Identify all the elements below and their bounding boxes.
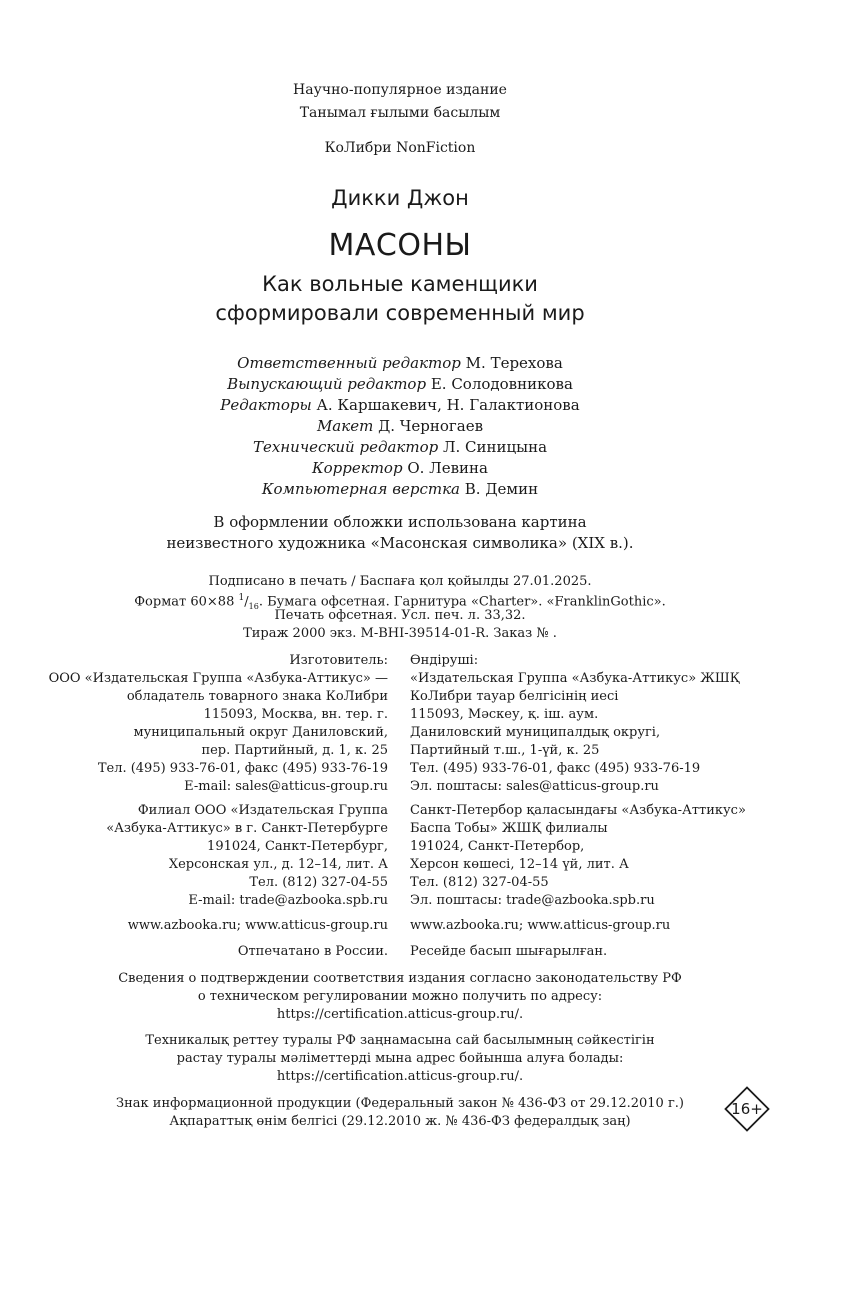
manufacturer-kz-line: 115093, Мәскеу, қ. іш. аум. xyxy=(410,707,599,722)
cover-note-line-2: неизвестного художника «Масонская символика» (XIX в.). xyxy=(166,534,634,552)
manufacturer-ru-line: E-mail: sales@atticus-group.ru xyxy=(184,779,388,794)
info-sign-kz: Ақпараттық өнім белгісі (29.12.2010 ж. № 436-ФЗ федералдық заң) xyxy=(169,1114,631,1129)
print-run: Тираж 2000 экз. M-BHI-39514-01-R. Заказ № . xyxy=(243,626,557,641)
credit-line xyxy=(0,416,800,437)
manufacturer-kz-line: «Издательская Группа «Азбука-Аттикус» ЖШҚ xyxy=(410,671,740,686)
cert-ru-line-1: Сведения о подтверждении соответствия издания согласно законодательству РФ xyxy=(118,971,682,986)
manufacturer-kz xyxy=(410,652,740,796)
credit-role: Выпускающий редактор xyxy=(227,375,427,393)
websites-ru: www.azbooka.ru; www.atticus-group.ru xyxy=(127,918,388,933)
branch-ru xyxy=(106,802,388,910)
credit-name: В. Демин xyxy=(460,480,539,498)
manufacturer-ru-line: 115093, Москва, вн. тер. г. xyxy=(203,707,388,722)
manufacturer-kz-line: Даниловский муниципалдық округі, xyxy=(410,725,661,740)
manufacturer-ru-line: обладатель товарного знака КоЛибри xyxy=(126,689,388,704)
manufacturer-kz-line: Өндіруші: xyxy=(410,653,479,668)
branch-kz-line: Херсон көшесі, 12–14 үй, лит. А xyxy=(410,857,629,872)
branch-kz-line: 191024, Санкт-Петербор, xyxy=(410,839,585,854)
book-subtitle-line-2: сформировали современный мир xyxy=(215,301,585,325)
print-method: Печать офсетная. Усл. печ. л. 33,32. xyxy=(274,608,526,623)
branch-kz-line: Эл. поштасы: trade@azbooka.spb.ru xyxy=(410,893,655,908)
branch-ru-line: E-mail: trade@azbooka.spb.ru xyxy=(188,893,388,908)
printed-in-kz: Ресейде басып шығарылған. xyxy=(410,944,608,959)
cover-note-line-1: В оформлении обложки использована картина xyxy=(213,513,587,531)
manufacturer-kz-line: Тел. (495) 933-76-01, факс (495) 933-76-19 xyxy=(410,761,701,776)
credit-name: О. Левина xyxy=(402,459,488,477)
print-format: Формат 60×88 $^1/_{16}$. Бумага офсетная. Гарнитура «Charter». «FranklinGothic». xyxy=(134,593,666,611)
cert-ru-url: https://certification.atticus-group.ru/. xyxy=(276,1007,524,1022)
edition-type-ru: Научно-популярное издание xyxy=(293,82,507,98)
credit-line xyxy=(0,479,800,500)
credit-role: Компьютерная верстка xyxy=(261,480,460,498)
book-subtitle-line-1: Как вольные каменщики xyxy=(262,272,538,296)
credit-role: Технический редактор xyxy=(252,438,439,456)
credit-name: А. Каршакевич, Н. Галактионова xyxy=(311,396,580,414)
book-title: МАСОНЫ xyxy=(328,228,472,263)
series-name: КоЛибри NonFiction xyxy=(324,140,476,156)
credit-line xyxy=(0,458,800,479)
branch-kz-line: Тел. (812) 327-04-55 xyxy=(410,875,549,890)
printed-in-ru: Отпечатано в России. xyxy=(237,944,388,959)
credit-role: Корректор xyxy=(312,459,403,477)
credit-line xyxy=(0,437,800,458)
cert-ru-line-2: о техническом регулировании можно получить по адресу: xyxy=(197,989,603,1004)
branch-ru-line: 191024, Санкт-Петербург, xyxy=(207,839,388,854)
credit-line xyxy=(0,395,800,416)
credit-line xyxy=(0,353,800,374)
manufacturer-ru-line: муниципальный округ Даниловский, xyxy=(133,725,388,740)
cert-kz-line-1: Техникалық реттеу туралы РФ заңнамасына сай басылымның сәйкестігін xyxy=(145,1033,655,1048)
credit-role: Ответственный редактор xyxy=(237,354,461,372)
book-author: Дикки Джон xyxy=(331,186,469,210)
cert-kz-url: https://certification.atticus-group.ru/. xyxy=(276,1069,524,1084)
manufacturer-kz-line: КоЛибри тауар белгісінің иесі xyxy=(410,689,619,704)
credit-role: Редакторы xyxy=(220,396,312,414)
manufacturer-kz-line: Партийный т.ш., 1-үй, к. 25 xyxy=(410,743,600,758)
manufacturer-kz-line: Эл. поштасы: sales@atticus-group.ru xyxy=(410,779,659,794)
credit-name: Д. Черногаев xyxy=(373,417,484,435)
branch-ru-line: Тел. (812) 327-04-55 xyxy=(249,875,388,890)
manufacturer-ru-line: Тел. (495) 933-76-01, факс (495) 933-76-19 xyxy=(97,761,388,776)
manufacturer-ru-line: ООО «Издательская Группа «Азбука-Аттикус» — xyxy=(48,671,388,686)
credit-name: Е. Солодовникова xyxy=(426,375,573,393)
manufacturer-ru-line: пер. Партийный, д. 1, к. 25 xyxy=(201,743,388,758)
credit-name: М. Терехова xyxy=(460,354,563,372)
manufacturer-ru-line: Изготовитель: xyxy=(289,653,388,668)
credit-name: Л. Синицына xyxy=(438,438,548,456)
print-signed: Подписано в печать / Баспаға қол қойылды 27.01.2025. xyxy=(208,574,592,589)
branch-kz-line: Санкт-Петербор қаласындағы «Азбука-Аттикус» xyxy=(410,803,746,818)
branch-ru-line: «Азбука-Аттикус» в г. Санкт-Петербурге xyxy=(106,821,388,836)
age-rating-label: 16+ xyxy=(731,1100,763,1118)
branch-ru-line: Филиал ООО «Издательская Группа xyxy=(137,803,388,818)
branch-ru-line: Херсонская ул., д. 12–14, лит. А xyxy=(168,857,388,872)
info-sign-ru: Знак информационной продукции (Федеральный закон № 436-ФЗ от 29.12.2010 г.) xyxy=(116,1096,684,1111)
branch-kz xyxy=(410,802,746,910)
credit-role: Макет xyxy=(316,417,374,435)
credit-line xyxy=(0,374,800,395)
edition-type-kz: Танымал ғылыми басылым xyxy=(299,105,501,121)
branch-kz-line: Баспа Тобы» ЖШҚ филиалы xyxy=(410,821,608,836)
cert-kz-line-2: растау туралы мәліметтерді мына адрес бойынша алуға болады: xyxy=(176,1051,624,1066)
websites-kz: www.azbooka.ru; www.atticus-group.ru xyxy=(410,918,671,933)
manufacturer-ru xyxy=(49,652,388,796)
